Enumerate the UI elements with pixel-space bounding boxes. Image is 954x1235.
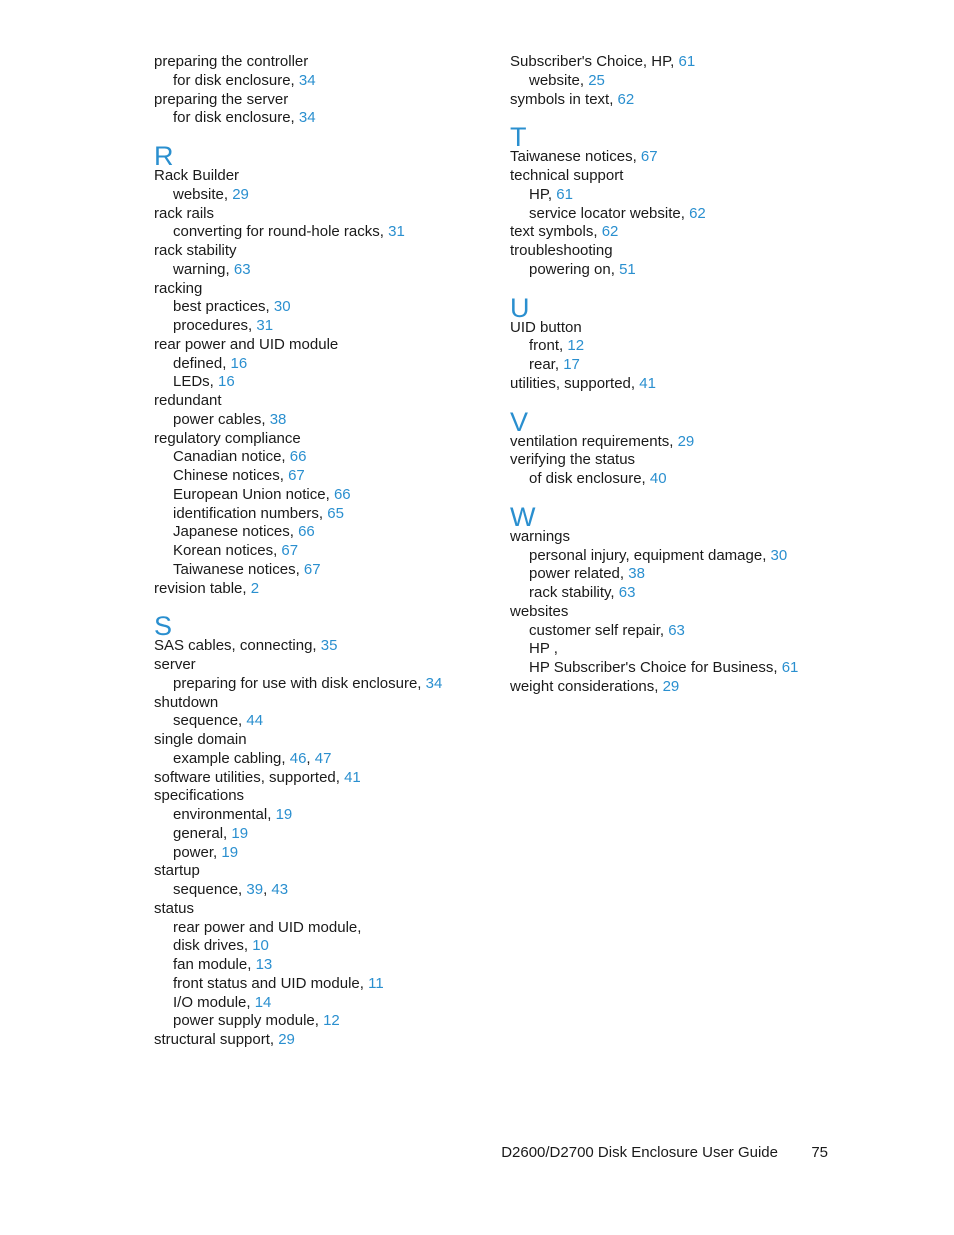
index-subentry: [154, 542, 484, 561]
index-term: warnings: [510, 527, 571, 545]
index-entry: [510, 528, 840, 547]
index-term: I/O module,: [173, 993, 255, 1011]
index-subentry: [154, 881, 484, 900]
index-term: rear,: [529, 356, 564, 373]
page-ref-link[interactable]: 30: [770, 546, 788, 564]
page-ref-link[interactable]: 61: [678, 53, 696, 70]
page-ref-link[interactable]: 16: [218, 373, 235, 391]
index-entry: [154, 336, 484, 355]
index-term: startup: [154, 862, 200, 880]
page-ref-link[interactable]: 11: [368, 974, 384, 992]
index-term: procedures,: [173, 317, 257, 334]
index-entry: [154, 769, 484, 788]
index-term: preparing the server: [154, 90, 289, 108]
index-entry: [510, 242, 840, 261]
index-term: rear power and UID module: [154, 335, 339, 353]
index-term: sequence,: [173, 712, 247, 730]
page-ref-link[interactable]: 61: [781, 659, 799, 676]
index-term: status: [154, 899, 195, 917]
index-subentry: [154, 675, 484, 694]
page-ref-link[interactable]: 41: [639, 374, 656, 392]
page-ref-link[interactable]: 2: [250, 579, 260, 597]
page-ref-link[interactable]: 47: [314, 749, 332, 767]
index-term: Rack Builder: [154, 167, 240, 184]
index-subentry: [154, 956, 484, 975]
index-term: technical support: [510, 167, 624, 184]
index-entry: [154, 53, 484, 72]
index-subentry: [510, 659, 840, 678]
footer-document-title: D2600/D2700 Disk Enclosure User Guide: [501, 1144, 778, 1161]
index-term: utilities, supported,: [510, 374, 640, 392]
index-term: sequence,: [173, 881, 247, 898]
index-entry: [154, 167, 484, 186]
index-term: Subscriber's Choice, HP,: [510, 53, 679, 70]
index-term: general,: [173, 824, 232, 842]
page-ref-link[interactable]: 34: [298, 71, 316, 89]
page-ref-link[interactable]: 30: [273, 298, 291, 316]
index-section-letter: S: [154, 611, 173, 642]
index-section-letter: R: [154, 141, 174, 171]
page-ref-link[interactable]: 67: [640, 148, 658, 166]
index-entry: [510, 375, 840, 394]
index-entry: [154, 694, 484, 713]
page-ref-link[interactable]: 41: [344, 768, 361, 786]
index-subentry: [154, 317, 484, 336]
page-ref-link[interactable]: 66: [289, 448, 307, 466]
page-ref-link[interactable]: 34: [298, 109, 316, 127]
index-subentry: [510, 622, 840, 641]
page-ref-link[interactable]: 62: [689, 204, 706, 222]
index-subentry: [154, 186, 484, 205]
index-entry: [510, 319, 840, 338]
index-column-right: [510, 53, 840, 697]
index-entry: [154, 242, 484, 261]
index-subentry: [154, 937, 484, 956]
index-entry: [510, 223, 840, 242]
index-entry: [154, 580, 484, 599]
index-term: for disk enclosure,: [173, 71, 299, 89]
index-subentry: [154, 975, 484, 994]
index-subentry: [510, 72, 840, 91]
index-subentry: [154, 750, 484, 769]
index-term: personal injury, equipment damage,: [529, 546, 771, 564]
index-term: rear power and UID module,: [173, 918, 362, 936]
index-column-left: [154, 53, 484, 1050]
index-subentry: [154, 109, 484, 128]
index-term: redundant: [154, 392, 222, 409]
index-subentry: [154, 561, 484, 580]
page-ref-link[interactable]: 31: [388, 223, 405, 241]
index-term: fan module,: [173, 956, 256, 973]
index-term: front,: [529, 337, 568, 355]
page-ref-link[interactable]: 25: [588, 71, 605, 89]
page-ref-link[interactable]: 63: [233, 260, 251, 278]
index-term: warning,: [173, 260, 234, 278]
index-term: customer self repair,: [529, 621, 669, 639]
index-entry: [510, 603, 840, 622]
index-entry: [154, 280, 484, 299]
index-subentry: [154, 806, 484, 825]
page-ref-link[interactable]: 19: [275, 806, 293, 823]
page-ref-link[interactable]: 10: [252, 937, 269, 955]
page-ref-link[interactable]: 35: [320, 637, 338, 655]
index-term: websites: [510, 602, 569, 620]
index-entry: [154, 900, 484, 919]
index-subentry: [510, 356, 840, 375]
index-term: environmental,: [173, 806, 276, 823]
index-subentry: [154, 72, 484, 91]
index-subentry: [154, 373, 484, 392]
index-term: defined,: [173, 354, 231, 372]
index-section-letter: T: [510, 122, 527, 153]
page-ref-link[interactable]: 65: [327, 504, 344, 522]
index-term: text symbols,: [510, 223, 602, 241]
index-term: verifying the status: [510, 451, 636, 469]
index-term: European Union notice,: [173, 485, 334, 503]
page-ref-link[interactable]: 17: [563, 356, 580, 373]
index-subentry: [154, 523, 484, 542]
page-ref-link[interactable]: 67: [281, 542, 299, 559]
page-ref-link[interactable]: 67: [288, 467, 305, 484]
index-subentry: [510, 470, 840, 489]
footer-page-number: 75: [811, 1144, 828, 1161]
index-term: Taiwanese notices,: [173, 560, 304, 578]
index-subentry: [154, 467, 484, 486]
page-ref-link[interactable]: 19: [221, 843, 239, 861]
index-term: preparing the controller: [154, 53, 309, 70]
index-term: rack rails: [154, 204, 215, 222]
index-entry: [154, 656, 484, 675]
index-subentry: [510, 261, 840, 280]
index-entry: [154, 787, 484, 806]
index-subentry: [510, 205, 840, 224]
page-ref-link[interactable]: 12: [323, 1012, 340, 1030]
page-ref-link[interactable]: 29: [232, 185, 249, 203]
index-subentry: [154, 712, 484, 731]
page-ref-link[interactable]: 61: [556, 185, 573, 203]
index-term: identification numbers,: [173, 504, 328, 522]
index-term: power cables,: [173, 410, 270, 428]
page-footer: [0, 1143, 954, 1163]
index-term: of disk enclosure,: [529, 470, 650, 487]
index-term: best practices,: [173, 298, 274, 316]
index-term: HP Subscriber's Choice for Business,: [529, 659, 782, 676]
index-subentry: [154, 825, 484, 844]
index-term: power supply module,: [173, 1012, 324, 1030]
index-subentry: [510, 547, 840, 566]
index-term: powering on,: [529, 260, 620, 278]
index-term: website,: [173, 185, 233, 203]
index-subentry: [154, 486, 484, 505]
index-entry: [510, 148, 840, 167]
index-term: rack stability: [154, 242, 237, 259]
index-subentry: [154, 448, 484, 467]
page-ref-link[interactable]: 63: [668, 621, 685, 639]
index-subentry: [154, 919, 484, 938]
index-term: power,: [173, 843, 222, 861]
index-term: for disk enclosure,: [173, 109, 299, 127]
index-entry: [154, 392, 484, 411]
page-ref-link[interactable]: 46: [289, 749, 307, 767]
index-entry: [154, 1031, 484, 1050]
index-subentry: [154, 261, 484, 280]
page-ref-link[interactable]: 38: [628, 565, 645, 583]
index-term: single domain: [154, 731, 247, 748]
index-subentry: [510, 186, 840, 205]
index-term: converting for round-hole racks,: [173, 223, 389, 241]
page-ref-link[interactable]: 29: [278, 1031, 295, 1048]
page-ref-link[interactable]: 44: [246, 712, 264, 730]
index-subentry: [510, 337, 840, 356]
index-entry: [154, 430, 484, 449]
index-term: server: [154, 656, 196, 673]
page-ref-link[interactable]: 66: [298, 523, 315, 541]
index-subentry: [510, 565, 840, 584]
index-section-letter: W: [510, 501, 536, 532]
index-entry: [154, 862, 484, 881]
page-ref-link[interactable]: 29: [677, 432, 695, 450]
index-term: website,: [529, 71, 589, 89]
page-ref-link[interactable]: 31: [256, 317, 274, 334]
index-entry: [510, 678, 840, 697]
index-term: HP,: [529, 185, 557, 203]
index-term: SAS cables, connecting,: [154, 637, 321, 655]
index-term: troubleshooting: [510, 242, 613, 259]
page-ref-link[interactable]: 40: [649, 470, 667, 487]
index-subentry: [510, 640, 840, 659]
page-ref-link[interactable]: 14: [254, 993, 272, 1011]
index-subentry: [154, 844, 484, 863]
index-subentry: [154, 994, 484, 1013]
index-term: regulatory compliance: [154, 429, 301, 447]
index-entry: [154, 637, 484, 656]
page-ref-link[interactable]: 62: [617, 90, 635, 108]
index-term: Japanese notices,: [173, 523, 299, 541]
index-term: disk drives,: [173, 937, 253, 955]
index-subentry: [154, 355, 484, 374]
index-entry: [510, 167, 840, 186]
index-entry: [510, 53, 840, 72]
index-term: symbols in text,: [510, 90, 618, 108]
page-ref-link[interactable]: 29: [662, 677, 680, 695]
index-term: example cabling,: [173, 749, 290, 767]
index-term: Taiwanese notices,: [510, 148, 641, 166]
ref-separator: ,: [263, 881, 272, 898]
index-entry: [510, 451, 840, 470]
index-entry: [154, 205, 484, 224]
index-term: front status and UID module,: [173, 974, 369, 992]
index-term: racking: [154, 279, 203, 297]
index-entry: [510, 91, 840, 110]
index-term: weight considerations,: [510, 677, 663, 695]
index-term: rack stability,: [529, 584, 619, 601]
index-subentry: [154, 298, 484, 317]
index-term: UID button: [510, 318, 582, 336]
page-ref-link[interactable]: 43: [271, 881, 289, 898]
page-ref-link[interactable]: 38: [269, 410, 287, 428]
page-ref-link[interactable]: 62: [601, 223, 619, 241]
page-ref-link[interactable]: 16: [230, 354, 248, 372]
page-ref-link[interactable]: 39: [246, 881, 264, 898]
index-term: structural support,: [154, 1031, 279, 1048]
index-term: revision table,: [154, 579, 251, 597]
index-term: power related,: [529, 565, 629, 583]
index-subentry: [154, 505, 484, 524]
index-entry: [510, 433, 840, 452]
index-term: HP ,: [529, 640, 558, 658]
index-term: software utilities, supported,: [154, 768, 345, 786]
index-term: Korean notices,: [173, 542, 282, 559]
index-term: specifications: [154, 787, 245, 805]
index-subentry: [510, 584, 840, 603]
index-subentry: [154, 223, 484, 242]
index-term: shutdown: [154, 693, 219, 711]
page-ref-link[interactable]: 34: [425, 674, 443, 692]
index-subentry: [154, 411, 484, 430]
index-term: Canadian notice,: [173, 448, 290, 466]
index-section-letter: V: [510, 406, 529, 437]
index-subentry: [154, 1012, 484, 1031]
page-ref-link[interactable]: 63: [618, 584, 636, 601]
page-ref-link[interactable]: 66: [333, 485, 351, 503]
index-entry: [154, 91, 484, 110]
index-term: Chinese notices,: [173, 467, 289, 484]
page-ref-link[interactable]: 67: [303, 560, 321, 578]
index-section-letter: U: [510, 292, 530, 323]
page-ref-link[interactable]: 51: [619, 260, 636, 278]
index-term: LEDs,: [173, 373, 219, 391]
ref-separator: ,: [306, 749, 315, 767]
index-term: service locator website,: [529, 204, 690, 222]
index-entry: [154, 731, 484, 750]
page-ref-link[interactable]: 13: [255, 956, 273, 973]
index-term: preparing for use with disk enclosure,: [173, 674, 426, 692]
page-ref-link[interactable]: 12: [567, 337, 585, 355]
page-ref-link[interactable]: 19: [231, 824, 249, 842]
index-term: ventilation requirements,: [510, 432, 678, 450]
